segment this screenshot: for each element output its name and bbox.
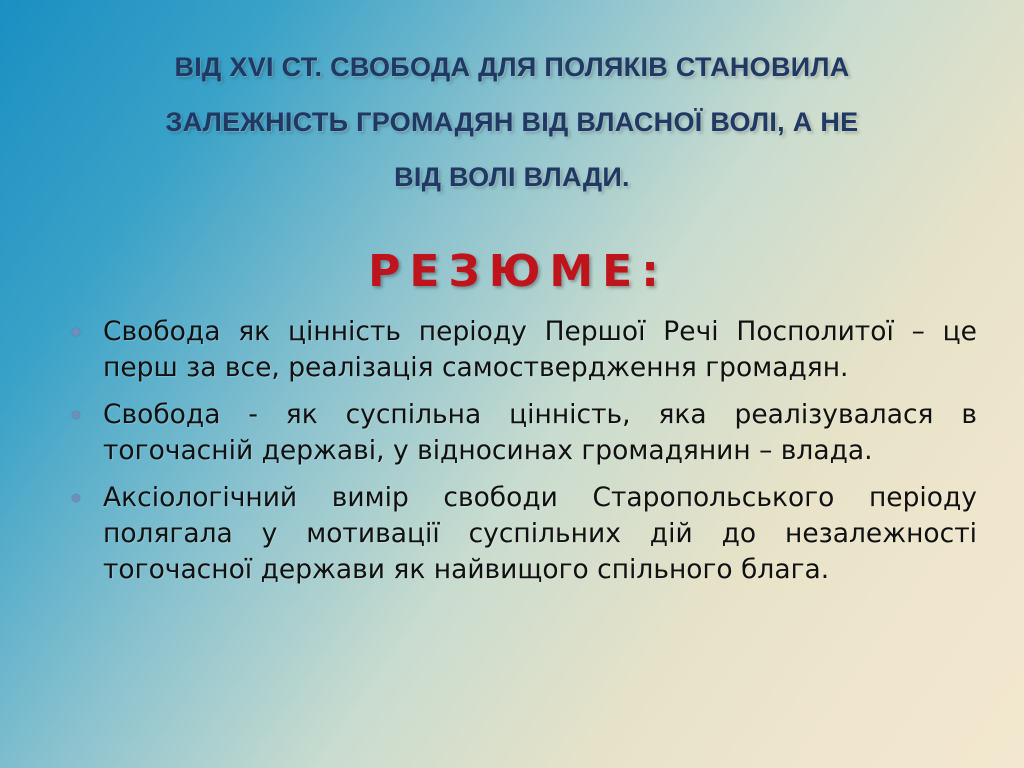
heading-line-1: ВІД XVI СТ. СВОБОДА ДЛЯ ПОЛЯКІВ СТАНОВИЛА (174, 52, 850, 82)
bullet-dot-icon (72, 328, 80, 336)
resume-title: РЕЗЮМЕ: (368, 246, 668, 297)
heading-line-3: ВІД ВОЛІ ВЛАДИ. (394, 162, 630, 192)
heading-line-2: ЗАЛЕЖНІСТЬ ГРОМАДЯН ВІД ВЛАСНОЇ ВОЛІ, А НЕ (165, 107, 859, 137)
bullet-text-2: Свобода - як суспільна цінність, яка реалізувалася в тогочасній державі, у відносинах громадянин – влада. (103, 399, 977, 466)
bullet-item-3 (72, 480, 977, 588)
bullet-item-1 (72, 314, 977, 386)
bullet-list (72, 314, 977, 599)
bullet-item-2 (72, 397, 977, 469)
bullet-text-1: Свобода як цінність періоду Першої Речі Посполитої – це перш за все, реалізація самоствердження громадян. (103, 316, 977, 383)
bullet-text-3: Аксіологічний вимір свободи Старопольського періоду полягала у мотивації суспільних дій до незалежності тогочасної держави як найвищого спільного блага. (103, 482, 977, 585)
bullet-dot-icon (72, 411, 80, 419)
bullet-dot-icon (72, 494, 80, 502)
slide-heading (60, 40, 964, 205)
